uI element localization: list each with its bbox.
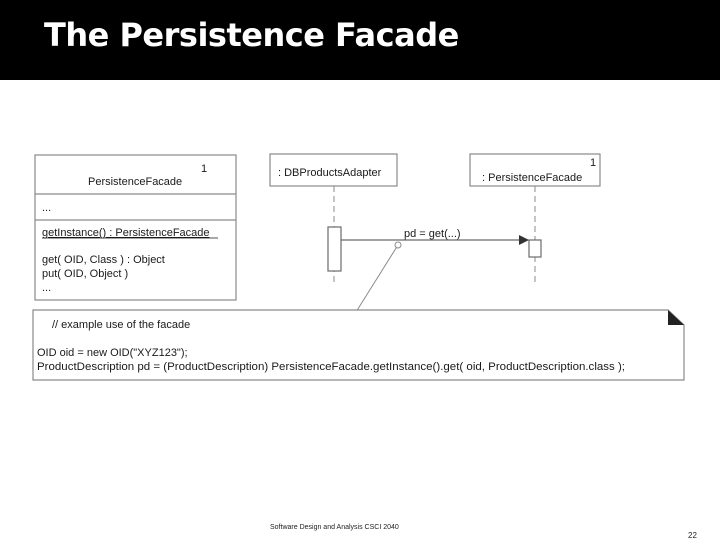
activation-bar-facade bbox=[529, 240, 541, 257]
note-code-line-1: OID oid = new OID("XYZ123"); bbox=[37, 347, 188, 359]
message-label: pd = get(...) bbox=[404, 228, 461, 240]
class-attributes: ... bbox=[42, 202, 52, 214]
note-comment-line: // example use of the facade bbox=[52, 319, 191, 331]
class-operation-get: get( OID, Class ) : Object bbox=[42, 254, 165, 266]
code-note bbox=[33, 310, 684, 380]
message-arrowhead bbox=[519, 235, 529, 245]
class-multiplicity: 1 bbox=[201, 163, 208, 175]
lifeline-facade-multiplicity: 1 bbox=[590, 157, 597, 169]
lifeline-persistence-facade bbox=[470, 154, 600, 286]
message-get bbox=[341, 228, 529, 245]
class-box-persistence-facade bbox=[35, 155, 236, 300]
lifeline-adapter-label: : DBProductsAdapter bbox=[278, 167, 382, 179]
page-number: 22 bbox=[688, 531, 697, 540]
lifeline-db-products-adapter bbox=[270, 154, 397, 286]
class-name: PersistenceFacade bbox=[88, 176, 183, 188]
class-operation-more: ... bbox=[42, 282, 52, 294]
slide-title: The Persistence Facade bbox=[44, 16, 459, 54]
class-operation-put: put( OID, Object ) bbox=[42, 268, 129, 280]
note-code-line-2: ProductDescription pd = (ProductDescription) PersistenceFacade.getInstance().get( oid, ProductDescription.class ); bbox=[37, 361, 625, 373]
slide-footer: Software Design and Analysis CSCI 2040 bbox=[270, 524, 399, 531]
activation-bar-adapter bbox=[328, 227, 341, 271]
note-anchor-line bbox=[356, 245, 398, 312]
lifeline-facade-label: : PersistenceFacade bbox=[482, 172, 583, 184]
class-static-operation: getInstance() : PersistenceFacade bbox=[42, 227, 210, 239]
note-anchor-circle bbox=[395, 242, 401, 248]
